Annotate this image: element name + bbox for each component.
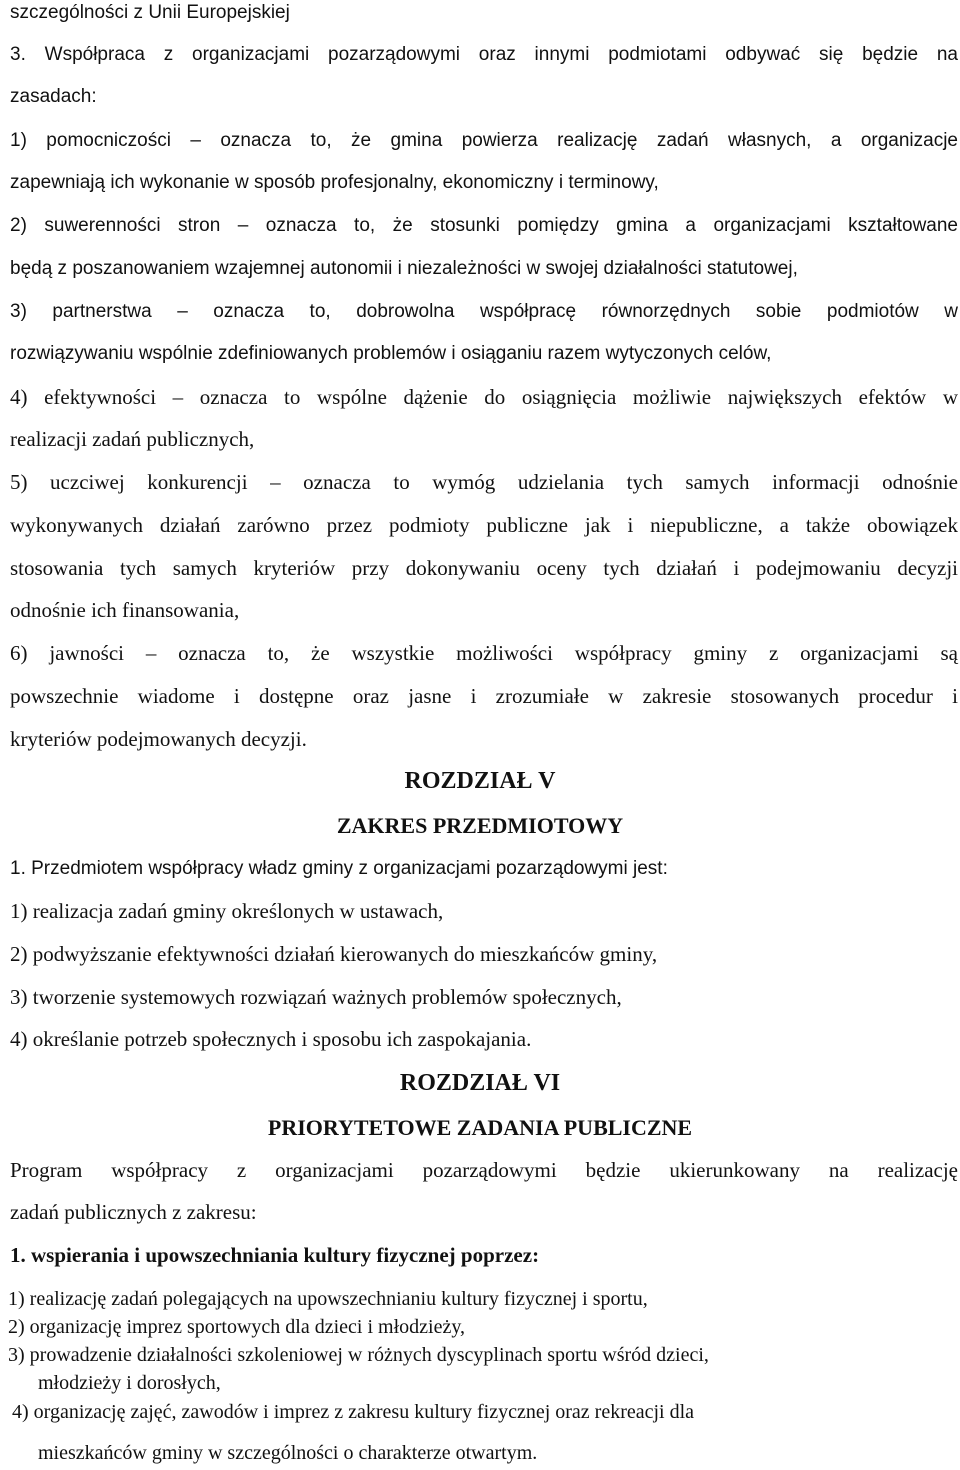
paragraph-line: zasadach: [10,86,97,107]
list-item: 1) realizację zadań polegających na upowszechnianiu kultury fizycznej i sportu, [8,1288,648,1310]
list-item-line: kryteriów podejmowanych decyzji. [10,727,307,751]
list-item: 3) prowadzenie działalności szkoleniowej w różnych dyscyplinach sportu wśród dzieci, [8,1344,709,1366]
chapter-subtitle: ZAKRES PRZEDMIOTOWY [336,813,624,838]
list-item-line: realizacji zadań publicznych, [10,427,255,451]
list-item-line: stosowania tych samych kryteriów przy dokonywaniu oceny tych działań i podejmowaniu decyzji [10,556,958,580]
list-item-continuation: młodzieży i dorosłych, [38,1372,221,1394]
paragraph-line: zadań publicznych z zakresu: [10,1200,257,1224]
list-item-line: 2) suwerenności stron – oznacza to, że stosunki pomiędzy gmina a organizacjami kształtowane [10,215,958,236]
list-item-line: 1) pomocniczości – oznacza to, że gmina powierza realizację zadań własnych, a organizacje [10,130,958,151]
list-item-line: 3) partnerstwa – oznacza to, dobrowolna współpracę równorzędnych sobie podmiotów w [10,301,958,322]
list-item-line: 4) efektywności – oznacza to wspólne dążenie do osiągnięcia możliwie największych efektów w [10,385,958,409]
list-item: 3) tworzenie systemowych rozwiązań ważnych problemów społecznych, [10,985,622,1009]
chapter-subtitle: PRIORYTETOWE ZADANIA PUBLICZNE [267,1115,693,1140]
chapter-title: ROZDZIAŁ V [404,768,556,794]
list-item-line: zapewniają ich wykonanie w sposób profesjonalny, ekonomiczny i terminowy, [10,172,659,193]
list-item: 4) określanie potrzeb społecznych i sposobu ich zaspokajania. [10,1027,532,1051]
paragraph-line: 1. Przedmiotem współpracy władz gminy z organizacjami pozarządowymi jest: [10,858,668,879]
list-item: 2) organizację imprez sportowych dla dzieci i młodzieży, [8,1316,466,1338]
list-item-line: rozwiązywaniu wspólnie zdefiniowanych problemów i osiąganiu razem wytyczonych celów, [10,343,772,364]
chapter-title: ROZDZIAŁ VI [399,1070,561,1096]
list-item: 2) podwyższanie efektywności działań kierowanych do mieszkańców gminy, [10,942,658,966]
list-item-line: 6) jawności – oznacza to, że wszystkie możliwości współpracy gminy z organizacjami są [10,641,958,665]
list-item: 4) organizację zajęć, zawodów i imprez z zakresu kultury fizycznej oraz rekreacji dla [12,1401,695,1423]
list-item-line: 5) uczciwej konkurencji – oznacza to wymóg udzielania tych samych informacji odnośnie [10,470,958,494]
list-item-continuation: mieszkańców gminy w szczególności o charakterze otwartym. [38,1442,538,1464]
paragraph-line: Program współpracy z organizacjami pozarządowymi będzie ukierunkowany na realizację [10,1158,958,1182]
paragraph-line: 3. Współpraca z organizacjami pozarządowymi oraz innymi podmiotami odbywać się będzie na [10,44,958,65]
list-item-line: będą z poszanowaniem wzajemnej autonomii i niezależności w swojej działalności statutowej, [10,258,798,279]
list-item-line: wykonywanych działań zarówno przez podmioty publiczne jak i niepubliczne, a także obowiązek [10,513,958,537]
list-item: 1) realizacja zadań gminy określonych w ustawach, [10,899,444,923]
paragraph-line: szczególności z Unii Europejskiej [10,2,290,23]
list-item-line: odnośnie ich finansowania, [10,598,240,622]
list-item-line: powszechnie wiadome i dostępne oraz jasne i zrozumiałe w zakresie stosowanych procedur i [10,684,958,708]
task-heading: 1. wspierania i upowszechniania kultury fizycznej poprzez: [10,1243,540,1267]
